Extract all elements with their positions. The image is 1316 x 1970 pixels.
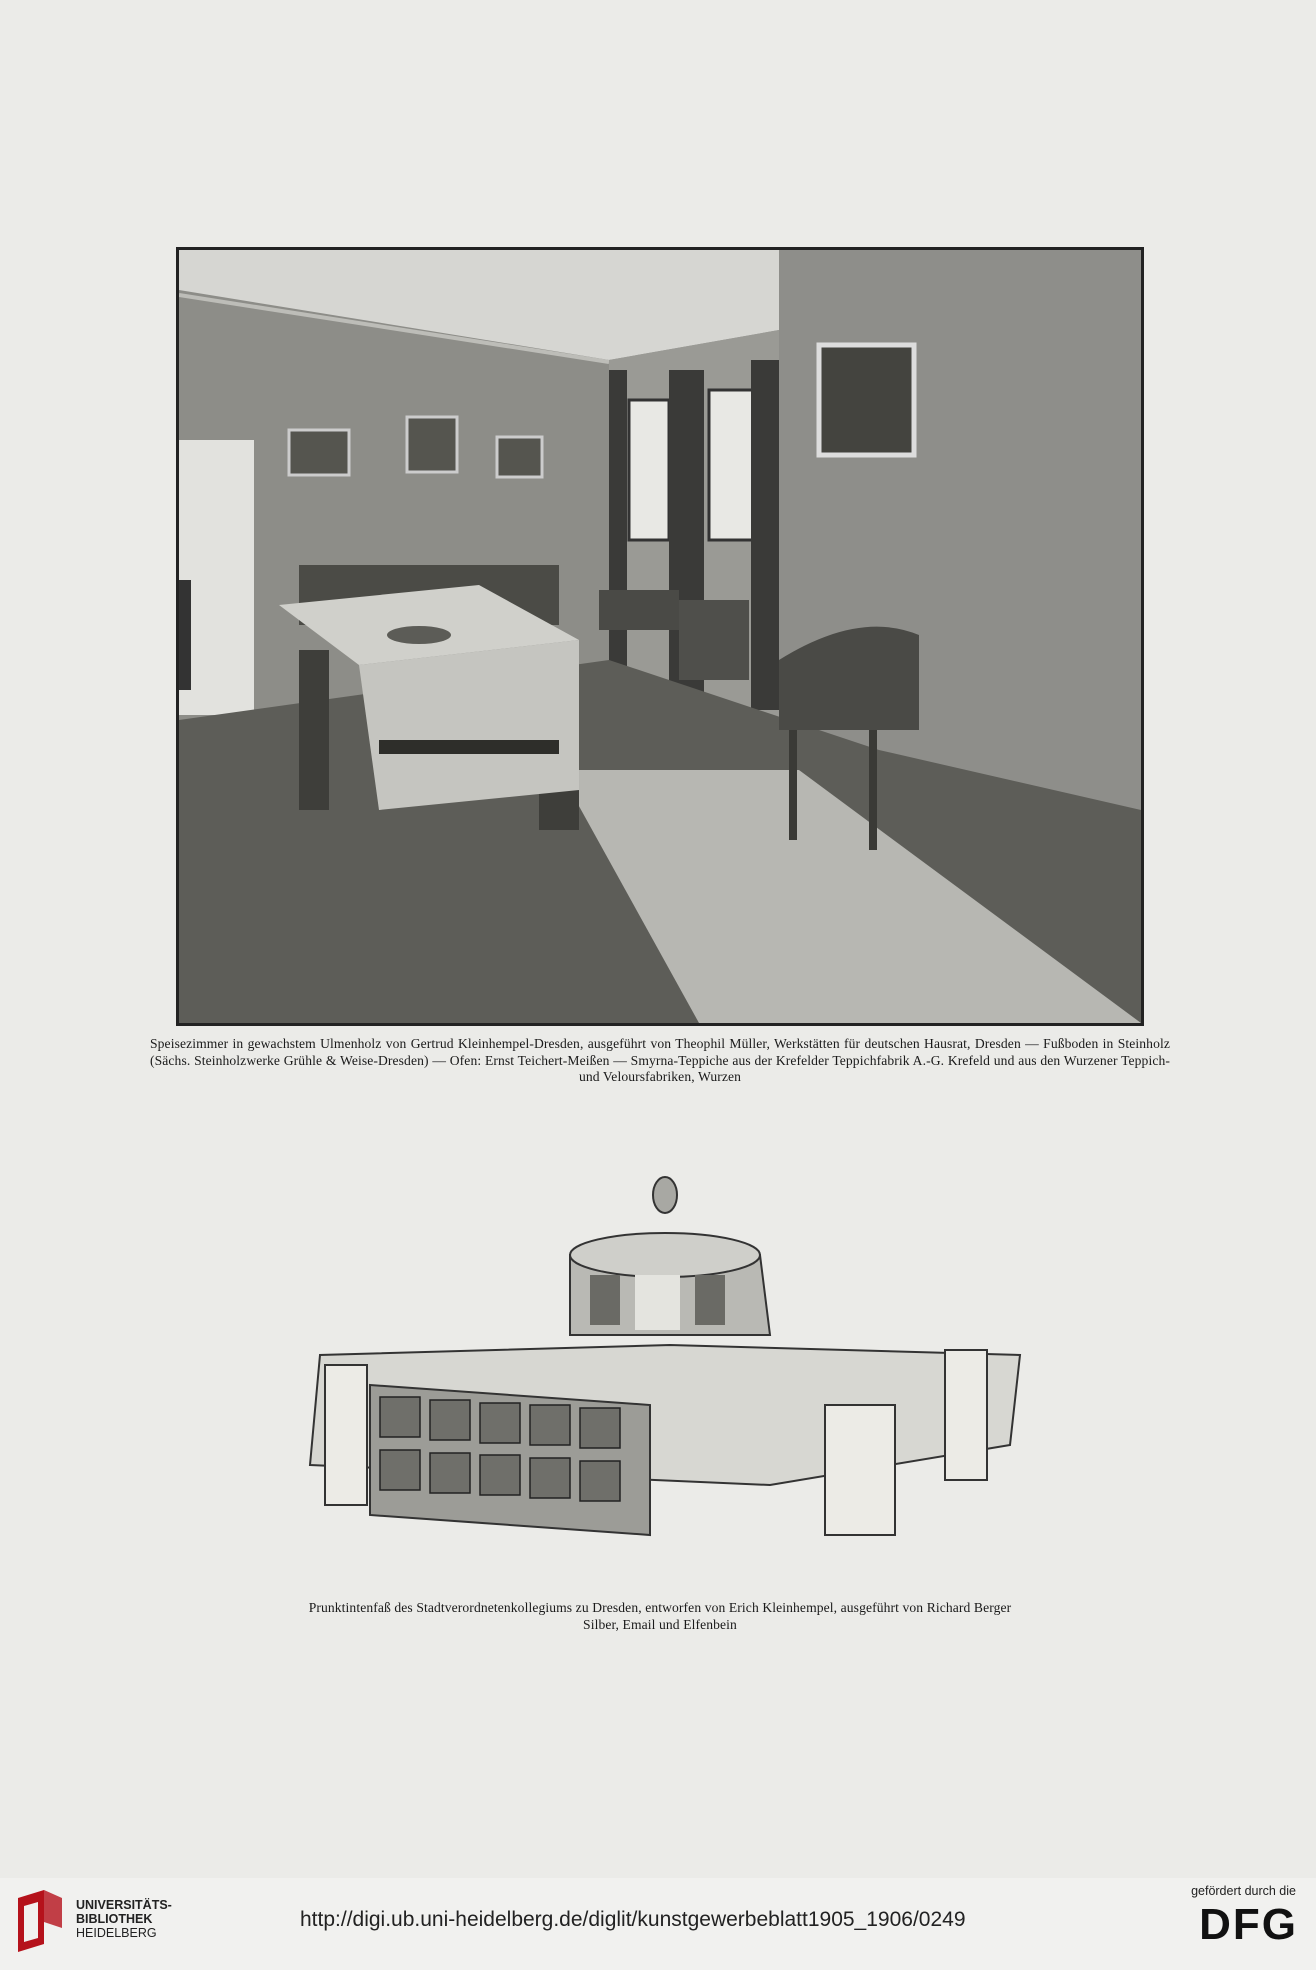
funding-note: gefördert durch die: [1191, 1884, 1296, 1898]
dfg-logo: DFG: [1199, 1900, 1298, 1949]
inkstand-illustration: [290, 1165, 1050, 1565]
footer-bar: [0, 1878, 1316, 1970]
dining-room-photo: [176, 247, 1144, 1026]
inkstand-photo: [290, 1165, 1050, 1565]
library-name-line-2: BIBLIOTHEK: [76, 1912, 153, 1926]
library-name: [76, 1898, 172, 1940]
inkstand-caption-line-1: Prunktintenfaß des Stadtverordnetenkollegiums zu Dresden, entworfen von Erich Kleinhempel, ausgeführt von Richard Berger: [308, 1600, 1012, 1615]
library-name-line-3: HEIDELBERG: [76, 1926, 157, 1940]
inkstand-caption-line-2: Silber, Email und Elfenbein: [583, 1616, 737, 1632]
inkstand-caption: [200, 1600, 1120, 1633]
university-library-logo-icon: [14, 1888, 66, 1954]
permalink-url[interactable]: http://digi.ub.uni-heidelberg.de/diglit/kunstgewerbeblatt1905_1906/0249: [300, 1908, 966, 1931]
dining-room-illustration: [179, 250, 1141, 1023]
library-name-line-1: UNIVERSITÄTS-: [76, 1898, 172, 1912]
dining-room-caption: Speisezimmer in gewachstem Ulmenholz von Gertrud Kleinhempel-Dresden, ausgeführt von Theophil Müller, Werkstätten für deutschen Hausrat, Dresden — Fußboden in Steinholz (Sächs. Steinholzwerke Grühle & Weise-Dresden) — Ofen: Ernst Teichert-Meißen — Smyrna-Teppiche aus der Krefelder Teppichfabrik A.-G. Krefeld und aus den Wurzener Teppich- und Veloursfabriken, Wurzen: [150, 1036, 1170, 1084]
